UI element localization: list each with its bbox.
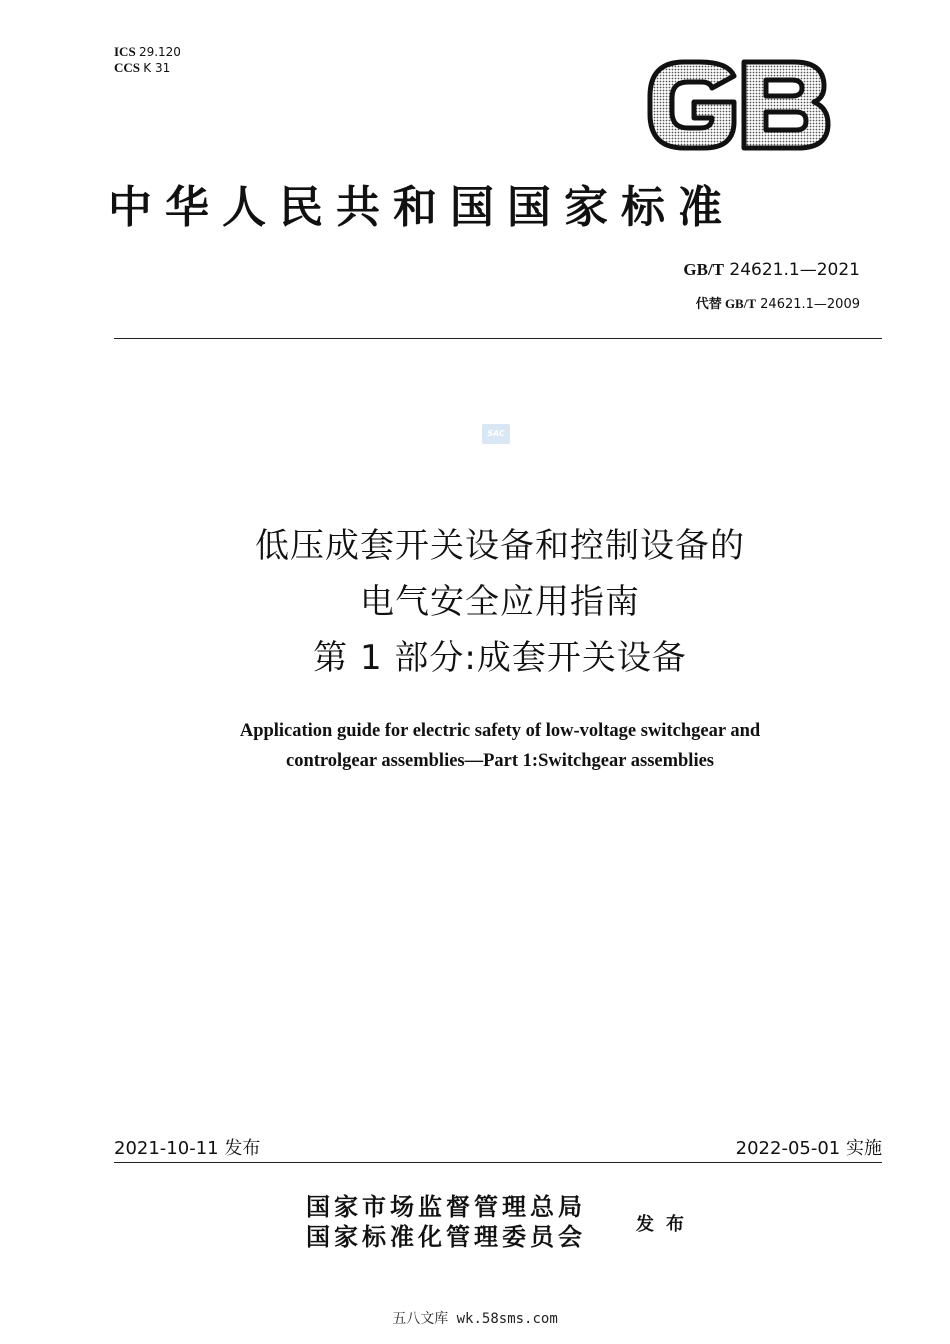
title-zh-line-3: 第 1 部分:成套开关设备 [313, 638, 687, 678]
issuer-samr: 国家市场监督管理总局 [306, 1192, 586, 1221]
ccs-code: CCS K 31 [114, 60, 171, 75]
gb-logo [644, 56, 834, 154]
publish-date: 2021-10-11 发布 [114, 1138, 261, 1159]
issue-label: 发布 [636, 1214, 696, 1235]
implement-date: 2022-05-01 实施 [735, 1138, 882, 1159]
title-zh-line-2: 电气安全应用指南 [360, 582, 640, 622]
issuer-sac: 国家标准化管理委员会 [306, 1222, 586, 1251]
standard-number: GB/T 24621.1—2021 [683, 260, 860, 280]
bottom-divider [114, 1162, 882, 1163]
sac-watermark-badge: SAC [482, 424, 510, 444]
national-standard-heading: 中华人民共和国国家标准 [108, 182, 735, 233]
title-zh-line-1: 低压成套开关设备和控制设备的 [255, 526, 745, 566]
top-divider [114, 338, 882, 339]
title-en-line-2: controlgear assemblies—Part 1:Switchgear assemblies [285, 751, 714, 771]
site-watermark: 五八文库 wk.58sms.com [392, 1311, 558, 1327]
title-en-line-1: Application guide for electric safety of low-voltage switchgear and [239, 721, 761, 741]
classification-codes [114, 44, 181, 76]
ics-code: ICS 29.120 [114, 44, 181, 59]
replaces-standard: 代替 GB/T 24621.1—2009 [695, 296, 860, 312]
